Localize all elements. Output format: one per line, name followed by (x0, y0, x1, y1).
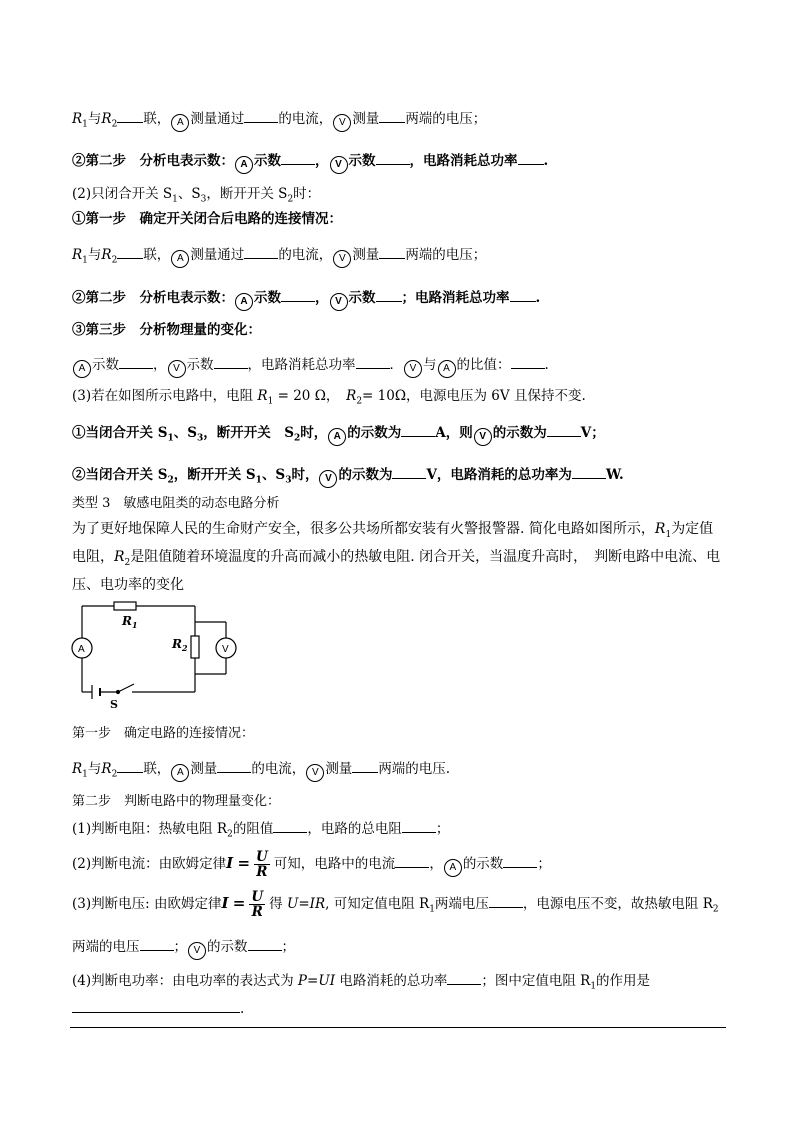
ammeter-icon: A (235, 156, 253, 174)
ammeter-icon: A (171, 250, 189, 268)
line-6: ②第二步 分析电表示数： A 示数 ， V 示数 ；电路消耗总功率 . (72, 287, 540, 311)
label-ammeter: A (78, 644, 85, 655)
ammeter-icon: A (171, 114, 189, 132)
ammeter-icon: A (171, 764, 189, 782)
ammeter-icon: A (73, 360, 91, 378)
line-17: (1)判断电阻：热敏电阻 $R_2$的阻值 ，电路的总电阻 ； (72, 818, 449, 845)
line-7: ③第三步 分析物理量的变化： (72, 322, 261, 338)
ammeter-icon: A (438, 360, 456, 378)
label-switch: S (110, 698, 118, 711)
line-22: . (72, 998, 244, 1019)
line-21: (4)判断电功率：由电功率的表达式为 P=UI 电路消耗的总功率 ；图中定值电阻 $R_1$的作用是 (72, 970, 650, 997)
line-18: (2)判断电流：由欧姆定律I = $\frac{U}{R}$ 可知，电路中的电流 ， A 的示数 ； (72, 849, 551, 880)
voltmeter-icon: V (333, 250, 351, 268)
voltmeter-icon: V (188, 942, 206, 960)
section-heading: 类型 3 敏感电阻类的动态电路分析 (72, 496, 280, 511)
switch-blade (118, 684, 134, 692)
line-5: $R_1$与$R_2$ 联， A 测量通过 的电流， V 测量 两端的电压； (72, 244, 486, 271)
ammeter-icon: A (235, 293, 253, 311)
line-16: 第二步 判断电路中的物理量变化： (72, 794, 281, 809)
voltmeter-icon: V (330, 156, 348, 174)
line-8: A 示数 ， V 示数 ，电路消耗总功率 ． V 与 A 的比值： . (72, 354, 549, 378)
label-r1: $R_1$ (122, 614, 138, 630)
voltmeter-icon: V (474, 428, 492, 446)
line-20: 两端的电压 ； V 的示数 ； (72, 936, 295, 960)
problem-paragraph: 为了更好地保障人民的生命财产安全，很多公共场所都安装有火警报警器. 简化电路如图所示，$R_1$为定值电阻，$R_2$是阻值随着环境温度的升高而减小的热敏电阻. 闭合开关，当温度升高时， 判断电路中电流、电压、电功率的变化 (72, 521, 721, 593)
line-10: ①当闭合开关 $S_1$、$S_3$，断开开关 $S_2$时， A 的示数为 A，则 V 的示数为 V； (72, 422, 605, 449)
line-15: $R_1$与$R_2$ 联， A 测量 的电流， V 测量 两端的电压. (72, 758, 450, 785)
resistor-r2 (191, 636, 199, 658)
line-11: ②当闭合开关 $S_2$，断开开关 $S_1$、$S_3$时， V 的示数为 V，电路消耗的总功率为 W. (72, 464, 624, 491)
voltmeter-icon: V (404, 360, 422, 378)
voltmeter-icon: V (306, 764, 324, 782)
line-3: (2)只闭合开关 $S_1$、$S_3$，断开开关 $S_2$时： (72, 186, 321, 205)
line-19: (3)判断电压: 由欧姆定律I = $\frac{U}{R}$ 得 U=IR, 可知定值电阻 $R_1$两端电压 ，电源电压不变，故热敏电阻 $R_2$ (72, 889, 719, 920)
line-9: (3)若在如图所示电路中，电阻 $R_1 = 20$ Ω， $R_2= 10\Omega$，电源电压为 6V 且保持不变. (72, 388, 586, 407)
answer-blank[interactable] (72, 998, 240, 1013)
line-4: ①第一步 确定开关闭合后电路的连接情况： (72, 211, 342, 227)
line-2: ②第二步 分析电表示数： A 示数 ， V 示数 ，电路消耗总功率 . (72, 150, 548, 174)
resistor-r1 (114, 602, 136, 610)
label-r2: $R_2$ (172, 637, 188, 653)
ammeter-icon: A (444, 859, 462, 877)
line-1: $R_1$与$R_2$ 联， A 测量通过 的电流， V 测量 两端的电压； (72, 108, 486, 135)
voltmeter-icon: V (319, 470, 337, 488)
ammeter-icon: A (328, 428, 346, 446)
voltmeter-icon: V (330, 293, 348, 311)
circuit-diagram (62, 594, 252, 712)
footer-rule (70, 1027, 726, 1028)
ohm-law-fraction: $\frac{U}{R}$ (251, 889, 264, 920)
voltmeter-icon: V (333, 114, 351, 132)
line-14: 第一步 确定电路的连接情况： (72, 726, 255, 741)
ohm-law-fraction: $\frac{U}{R}$ (256, 849, 268, 880)
voltmeter-icon: V (168, 360, 186, 378)
label-voltmeter: V (222, 644, 229, 655)
